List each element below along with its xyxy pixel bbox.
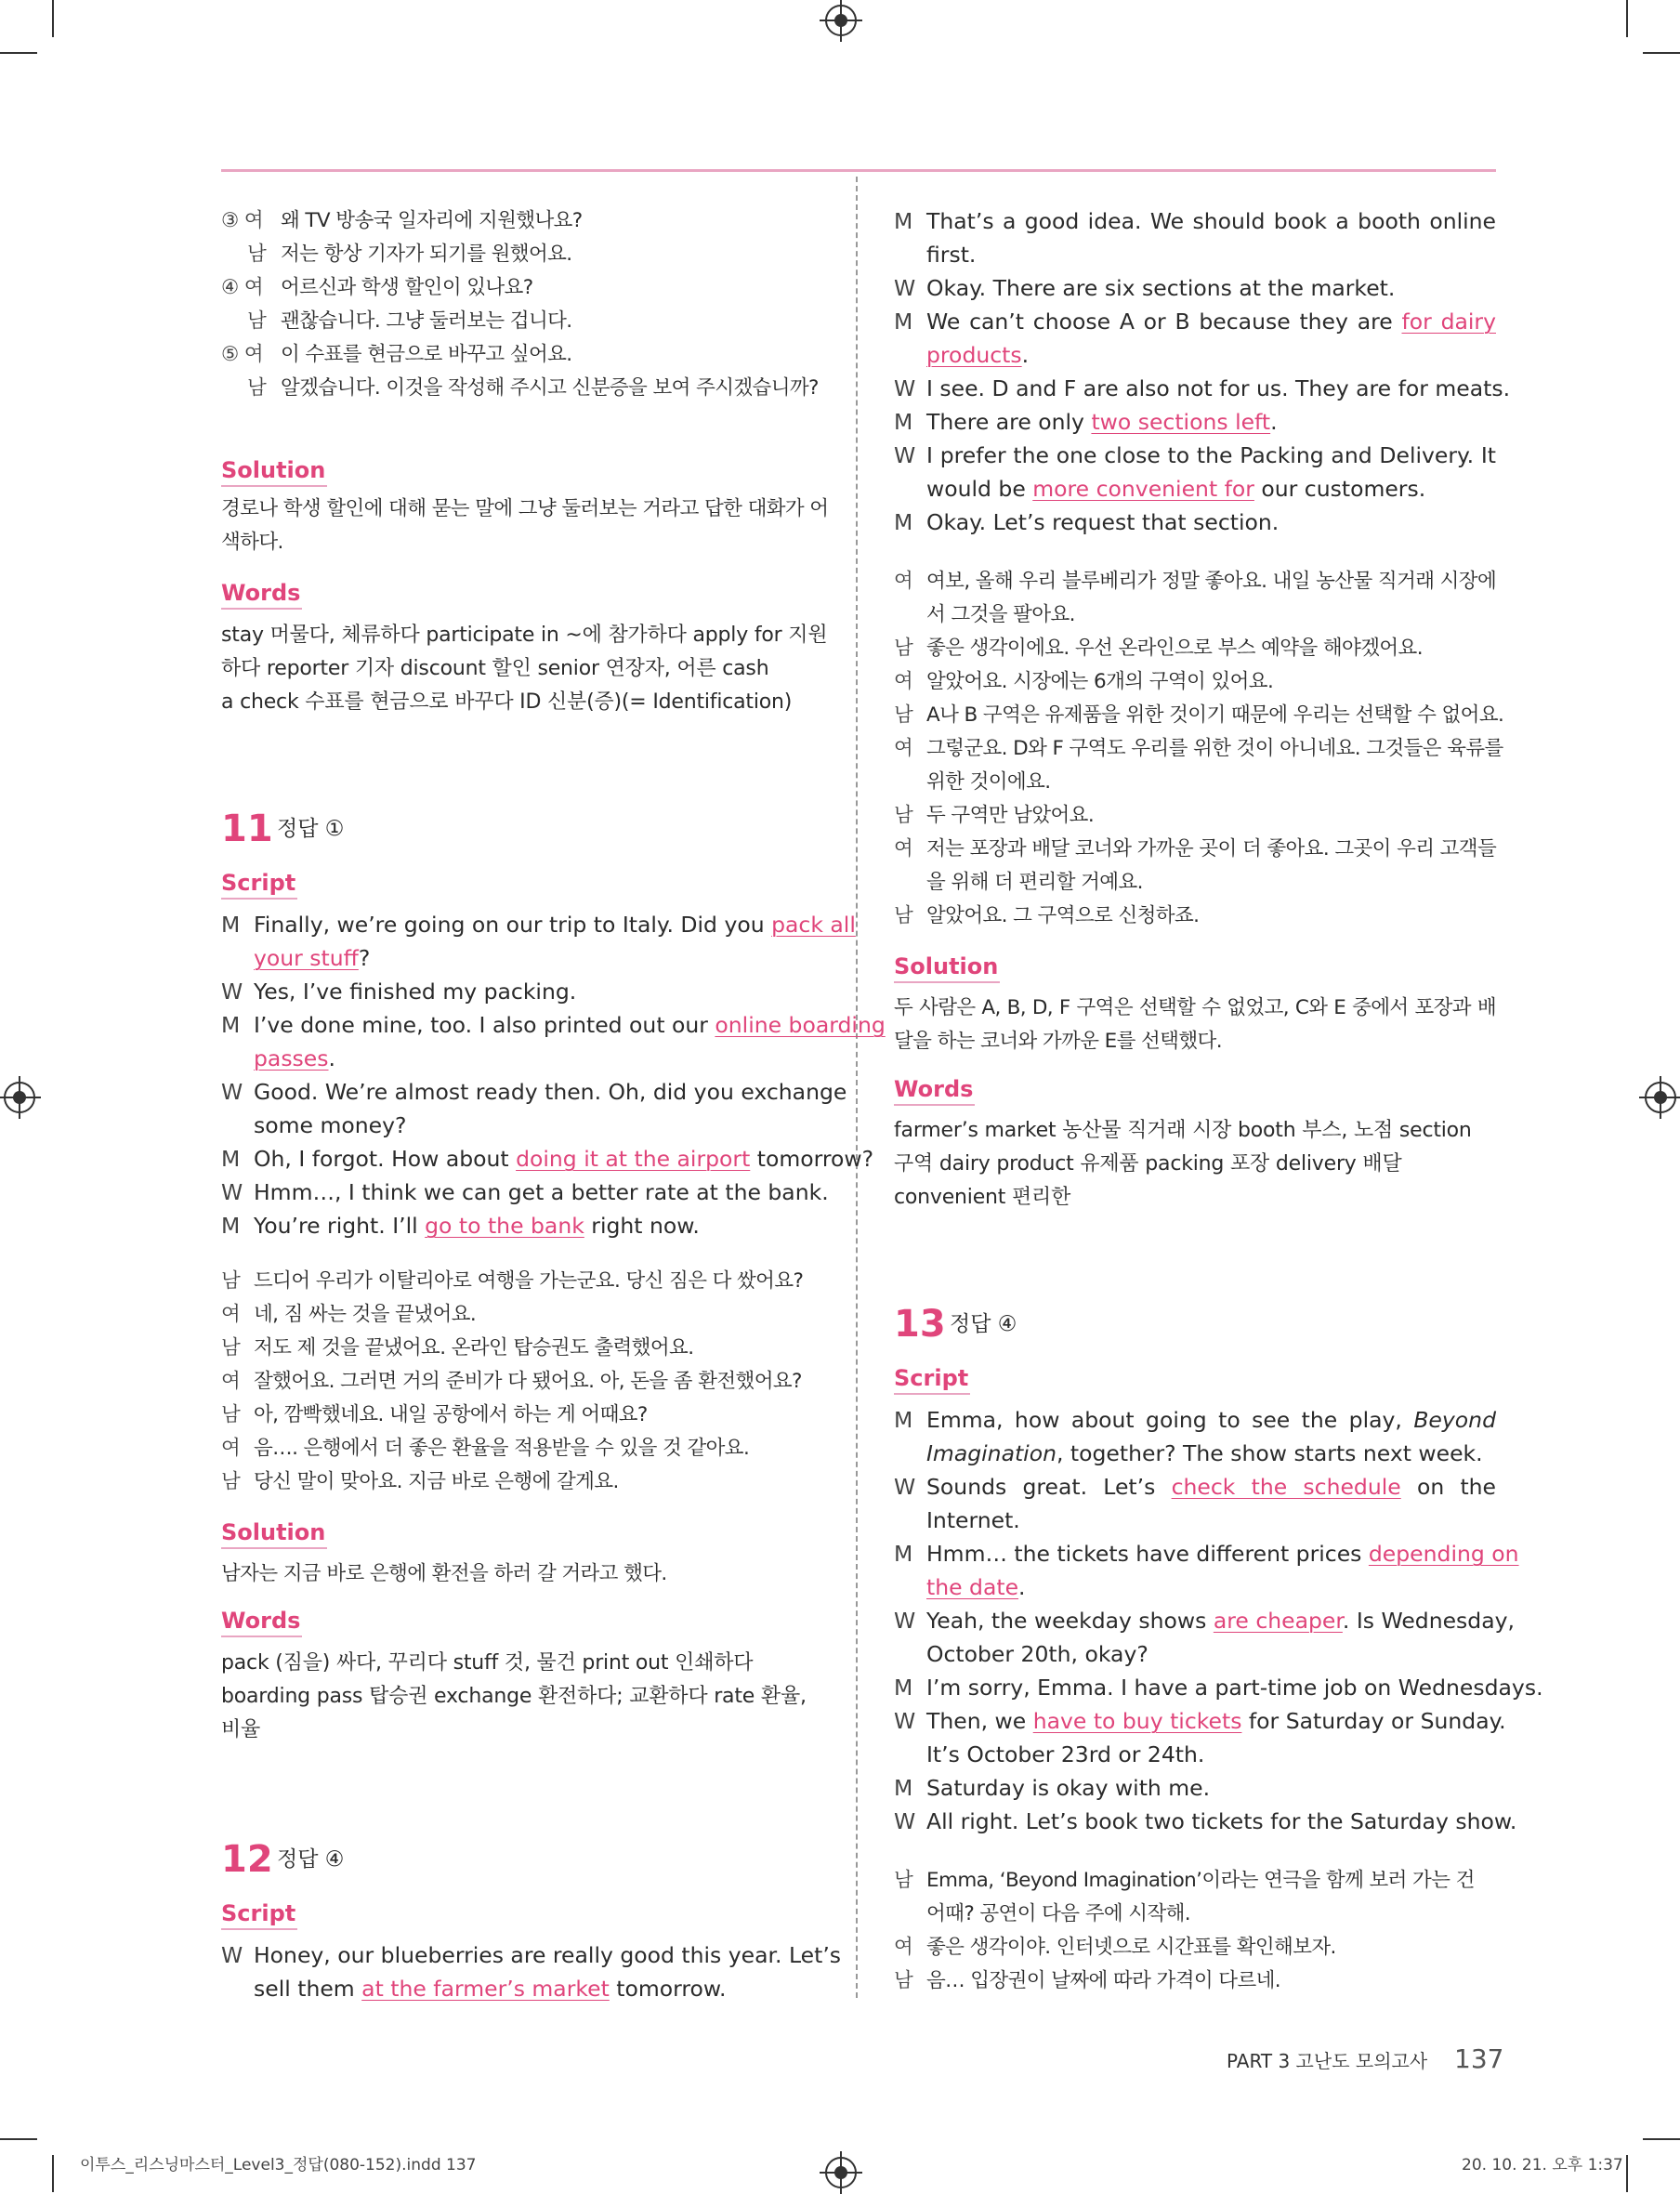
words-text: 구역 dairy product 유제품 packing 포장 delivery 배달 xyxy=(894,1152,1402,1176)
script-line: Imagination, together? The show starts next week. xyxy=(926,1440,1483,1466)
crop-mark xyxy=(1626,2155,1628,2192)
dialog-line: ⑤ 여 이 수표를 현금으로 바꾸고 싶어요. xyxy=(221,343,572,366)
script-line: W I see. D and F are also not for us. They are for meats. xyxy=(894,375,1511,401)
script-line: W Sounds great. Let’s check the schedule on the xyxy=(894,1474,1497,1500)
script-line: M Finally, we’re going on our trip to Italy. Did you pack all xyxy=(221,912,856,938)
words-text: boarding pass 탑승권 exchange 환전하다; 교환하다 rate 환율, xyxy=(221,1685,807,1708)
dialog-line: ③ 여 왜 TV 방송국 일자리에 지원했나요? xyxy=(221,209,583,232)
crop-mark xyxy=(0,2138,37,2140)
script-line: sell them at the farmer’s market tomorrow. xyxy=(254,1976,727,2002)
dialog-line: 남 알았어요. 그 구역으로 신청하죠. xyxy=(894,904,1200,927)
dialog-line: 남 아, 깜빡했네요. 내일 공항에서 하는 게 어때요? xyxy=(221,1403,648,1426)
header-rule xyxy=(221,169,1496,172)
registration-mark-icon xyxy=(4,1082,35,1113)
question-number: 11 xyxy=(221,808,273,850)
column-divider xyxy=(856,177,858,1998)
script-line: M Oh, I forgot. How about doing it at the airport tomorrow? xyxy=(221,1146,874,1172)
crop-mark xyxy=(52,0,54,37)
dialog-line: 남 저는 항상 기자가 되기를 원했어요. xyxy=(247,243,572,266)
dialog-line: 여 음…. 은행에서 더 좋은 환율을 적용받을 수 있을 것 같아요. xyxy=(221,1437,750,1460)
script-line: W I prefer the one close to the Packing and Delivery. It xyxy=(894,442,1496,468)
registration-mark-icon xyxy=(825,5,857,36)
dialog-line: 여 좋은 생각이야. 인터넷으로 시간표를 확인해보자. xyxy=(894,1936,1336,1959)
script-line: M You’re right. I’ll go to the bank right now. xyxy=(221,1213,700,1239)
script-line: M I’ve done mine, too. I also printed out our online boarding xyxy=(221,1012,886,1038)
crop-mark xyxy=(1643,52,1680,54)
script-line: M There are only two sections left. xyxy=(894,409,1278,435)
registration-mark-icon xyxy=(1645,1082,1676,1113)
script-line: would be more convenient for our customers. xyxy=(926,476,1426,502)
script-line: M Hmm… the tickets have different prices depending on xyxy=(894,1541,1519,1567)
script-heading: Script xyxy=(221,870,296,896)
dialog-line: 남 알겠습니다. 이것을 작성해 주시고 신분증을 보여 주시겠습니까? xyxy=(247,376,819,400)
dialog-line: 여 그렇군요. D와 F 구역도 우리를 위한 것이 아니네요. 그것들은 육류를 xyxy=(894,737,1503,760)
solution-heading: Solution xyxy=(894,953,999,979)
words-text: stay 머물다, 체류하다 participate in ~에 참가하다 apply for 지원 xyxy=(221,624,828,647)
dialog-line: 여 저는 포장과 배달 코너와 가까운 곳이 더 좋아요. 그곳이 우리 고객들 xyxy=(894,837,1497,861)
script-heading: Script xyxy=(221,1900,296,1926)
script-line: October 20th, okay? xyxy=(926,1641,1148,1667)
script-line: W Good. We’re almost ready then. Oh, did you exchange xyxy=(221,1079,847,1105)
script-line: M Okay. Let’s request that section. xyxy=(894,509,1280,535)
script-line: W Then, we have to buy tickets for Saturday or Sunday. xyxy=(894,1708,1506,1734)
print-slug-file: 이투스_리스닝마스터_Level3_정답(080-152).indd 137 xyxy=(80,2156,477,2174)
crop-mark xyxy=(52,2155,54,2192)
words-text: a check 수표를 현금으로 바꾸다 ID 신분(증)(= Identification) xyxy=(221,690,793,714)
question-number: 12 xyxy=(221,1838,273,1881)
script-line: passes. xyxy=(254,1045,335,1071)
words-heading: Words xyxy=(894,1076,974,1102)
words-text: 비율 xyxy=(221,1718,261,1741)
solution-heading: Solution xyxy=(221,1519,326,1545)
dialog-line: 남 좋은 생각이에요. 우선 온라인으로 부스 예약을 해야겠어요. xyxy=(894,637,1423,660)
dialog-line: 남 저도 제 것을 끝냈어요. 온라인 탑승권도 출력했어요. xyxy=(221,1336,694,1360)
script-line: M We can’t choose A or B because they are for dairy xyxy=(894,309,1496,335)
footer-part-label: PART 3 고난도 모의고사 xyxy=(1227,2050,1428,2072)
registration-mark-icon xyxy=(825,2157,857,2188)
script-line: your stuff? xyxy=(254,945,371,971)
solution-text: 두 사람은 A, B, D, F 구역은 선택할 수 없었고, C와 E 중에서 포장과 배 xyxy=(894,996,1496,1019)
print-slug-date: 20. 10. 21. 오후 1:37 xyxy=(1462,2156,1623,2174)
script-line: It’s October 23rd or 24th. xyxy=(926,1741,1205,1767)
solution-text: 경로나 학생 할인에 대해 묻는 말에 그냥 둘러보는 거라고 답한 대화가 어 xyxy=(221,497,829,520)
answer-label: 정답 ④ xyxy=(277,1847,345,1872)
script-line: M Saturday is okay with me. xyxy=(894,1775,1211,1801)
script-line: some money? xyxy=(254,1112,407,1138)
script-line: W Yes, I’ve finished my packing. xyxy=(221,979,577,1005)
script-line: W Yeah, the weekday shows are cheaper. Is Wednesday, xyxy=(894,1608,1515,1634)
solution-text: 색하다. xyxy=(221,531,283,554)
script-line: M I’m sorry, Emma. I have a part-time job on Wednesdays. xyxy=(894,1675,1543,1701)
answer-label: 정답 ① xyxy=(277,817,345,841)
words-text: 하다 reporter 기자 discount 할인 senior 연장자, 어른 cash xyxy=(221,657,769,680)
script-line: first. xyxy=(926,242,977,268)
dialog-line: 남 괜찮습니다. 그냥 둘러보는 겁니다. xyxy=(247,309,572,333)
script-line: M Emma, how about going to see the play, Beyond xyxy=(894,1407,1496,1433)
answer-label: 정답 ④ xyxy=(950,1312,1017,1336)
script-line: M That’s a good idea. We should book a booth online xyxy=(894,208,1496,234)
dialog-line: 남 음… 입장권이 날짜에 따라 가격이 다르네. xyxy=(894,1969,1281,1992)
words-text: pack (짐을) 싸다, 꾸리다 stuff 것, 물건 print out 인쇄하다 xyxy=(221,1651,754,1675)
dialog-line: 여 알았어요. 시장에는 6개의 구역이 있어요. xyxy=(894,670,1274,693)
question-number: 13 xyxy=(894,1303,946,1346)
words-heading: Words xyxy=(221,1608,301,1634)
dialog-line: 남 두 구역만 남았어요. xyxy=(894,804,1095,827)
words-heading: Words xyxy=(221,580,301,606)
script-line: W Okay. There are six sections at the market. xyxy=(894,275,1396,301)
dialog-line: ④ 여 어르신과 학생 할인이 있나요? xyxy=(221,276,533,299)
words-text: convenient 편리한 xyxy=(894,1186,1071,1209)
script-line: the date. xyxy=(926,1574,1026,1600)
dialog-line: 서 그것을 팔아요. xyxy=(926,603,1075,626)
dialog-line: 위한 것이에요. xyxy=(926,770,1051,794)
solution-text: 달을 하는 코너와 가까운 E를 선택했다. xyxy=(894,1030,1222,1053)
script-line: W Honey, our blueberries are really good this year. Let’s xyxy=(221,1942,842,1968)
dialog-line: 남 드디어 우리가 이탈리아로 여행을 가는군요. 당신 짐은 다 쌌어요? xyxy=(221,1269,804,1293)
script-line: W All right. Let’s book two tickets for the Saturday show. xyxy=(894,1808,1517,1834)
script-line: W Hmm…, I think we can get a better rate at the bank. xyxy=(221,1179,829,1205)
crop-mark xyxy=(0,52,37,54)
dialog-line: 어때? 공연이 다음 주에 시작해. xyxy=(926,1902,1191,1925)
script-heading: Script xyxy=(894,1365,969,1391)
crop-mark xyxy=(1626,0,1628,37)
dialog-line: 남 A나 B 구역은 유제품을 위한 것이기 때문에 우리는 선택할 수 없어요. xyxy=(894,703,1504,727)
words-text: farmer’s market 농산물 직거래 시장 booth 부스, 노점 section xyxy=(894,1119,1472,1142)
dialog-line: 남 Emma, ‘Beyond Imagination’이라는 연극을 함께 보러 가는 건 xyxy=(894,1869,1475,1892)
script-line: products. xyxy=(926,342,1030,368)
solution-heading: Solution xyxy=(221,457,326,483)
dialog-line: 여 네, 짐 싸는 것을 끝냈어요. xyxy=(221,1303,477,1326)
crop-mark xyxy=(1643,2138,1680,2140)
dialog-line: 여 여보, 올해 우리 블루베리가 정말 좋아요. 내일 농산물 직거래 시장에 xyxy=(894,570,1497,593)
solution-text: 남자는 지금 바로 은행에 환전을 하러 갈 거라고 했다. xyxy=(221,1562,667,1585)
dialog-line: 남 당신 말이 맞아요. 지금 바로 은행에 갈게요. xyxy=(221,1470,619,1493)
script-line: Internet. xyxy=(926,1507,1020,1533)
page-number: 137 xyxy=(1454,2043,1504,2074)
dialog-line: 여 잘했어요. 그러면 거의 준비가 다 됐어요. 아, 돈을 좀 환전했어요? xyxy=(221,1370,802,1393)
dialog-line: 을 위해 더 편리할 거예요. xyxy=(926,871,1143,894)
